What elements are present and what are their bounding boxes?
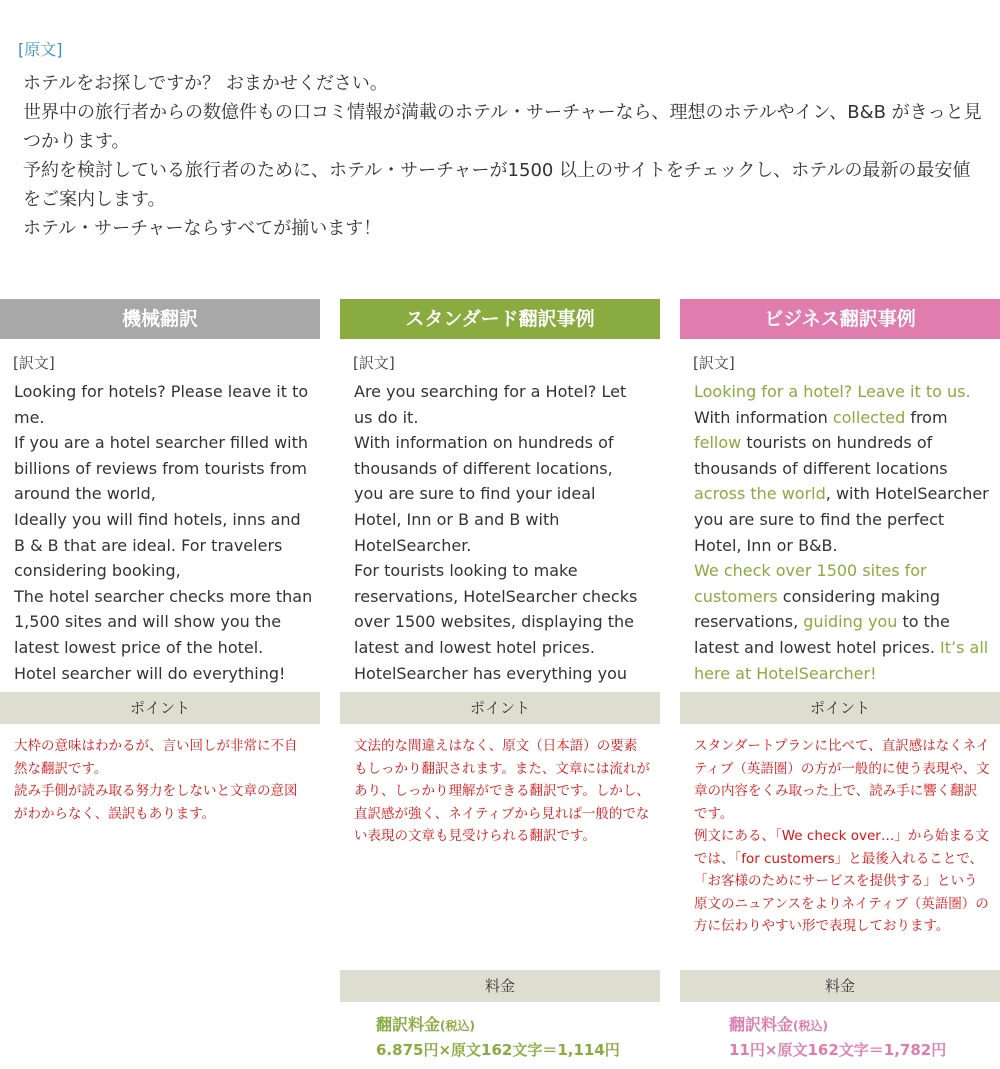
original-label: [原文] [18, 40, 63, 59]
translation-line: Ideally you will find hotels, inns and B & B that are ideal. For travelers considering booking, [14, 509, 301, 581]
machine-translation-column [0, 299, 320, 1069]
machine-point-text [14, 735, 310, 825]
point-header: ポイント [340, 692, 660, 724]
translation-label: [訳文] [353, 354, 395, 372]
translation-label: [訳文] [13, 354, 55, 372]
standard-translation-column [340, 299, 660, 1069]
business-translation-header: ビジネス翻訳事例 [680, 299, 1000, 339]
translation-phrase: to the latest and lowest hotel prices. [694, 612, 950, 657]
point-header: ポイント [0, 692, 320, 724]
highlighted-phrase: Looking for a hotel? Leave it to us. [694, 382, 971, 401]
translation-line [694, 558, 994, 686]
original-line: 予約を検討している旅行者のために、ホテル・サーチャーが1500 以上のサイトをチェックし、ホテルの最新の最安値をご案内します。 [23, 160, 971, 210]
translation-label: [訳文] [693, 354, 735, 372]
original-line: ホテル・サーチャーならすべてが揃います！ [23, 218, 382, 239]
translation-phrase: With information [694, 407, 833, 427]
point-line: 例文にある、「We check over…」から始まる文では、「for customers」と最後入れることで、「お客様のためにサービスを提供する」という原文のニュアンスをよりネイティブ（英語圏）の方に伝わりやすい形で表現しております。 [694, 828, 989, 934]
translation-phrase: from [905, 407, 948, 427]
machine-translation-header: 機械翻訳 [0, 299, 320, 339]
standard-point-text [354, 735, 650, 848]
translation-line: Looking for hotels? Please leave it to me. [14, 382, 309, 427]
point-line: 大枠の意味はわかるが、言い回しが非常に不自然な翻訳です。 [14, 738, 298, 777]
original-line: ホテルをお探しですか？ おまかせください。 [23, 73, 388, 94]
original-text [23, 69, 983, 243]
standard-fee [376, 1013, 620, 1062]
translation-phrase: tourists on hundreds of thousands of different locations [694, 433, 948, 478]
business-translation-column [680, 299, 1000, 1069]
fee-header: 料金 [680, 970, 1000, 1002]
fee-title [376, 1013, 620, 1038]
business-translation-text [694, 379, 994, 686]
standard-translation-text [354, 379, 639, 712]
highlighted-phrase: We check over 1500 sites for customers [694, 561, 927, 606]
fee-title [729, 1013, 946, 1038]
fee-title-text: 翻訳料金 [729, 1015, 794, 1034]
highlighted-phrase: across the world [694, 484, 826, 504]
original-line: 世界中の旅行者からの数億件もの口コミ情報が満載のホテル・サーチャーなら、理想のホテルやイン、B&B がきっと見つかります。 [23, 102, 982, 152]
point-line: 文法的な間違えはなく、原文（日本語）の要素もしっかり翻訳されます。また、文章には流れがあり、しっかり理解ができる翻訳です。しかし、直訳感が強く、ネイティブから見れば一般的でない表現の文章も見受けられる翻訳です。 [354, 738, 650, 844]
translation-line: The hotel searcher checks more than 1,500 sites and will show you the latest lowest price of the hotel. [14, 586, 313, 657]
translation-line: If you are a hotel searcher filled with billions of reviews from tourists from around the world, [14, 433, 309, 504]
translation-line [694, 405, 994, 559]
fee-header: 料金 [340, 970, 660, 1002]
point-line: スタンダートプランに比べて、直訳感はなくネイティブ（英語圏）の方が一般的に使う表現や、文章の内容をくみ取った上で、読み手に響く翻訳です。 [694, 738, 990, 822]
fee-title-text: 翻訳料金 [376, 1015, 441, 1034]
translation-phrase: considering making reservations, [694, 586, 941, 632]
standard-translation-header: スタンダード翻訳事例 [340, 299, 660, 339]
highlighted-phrase: fellow [694, 433, 742, 453]
translation-line: For tourists looking to make reservations, HotelSearcher checks over 1500 websites, displaying the latest and lowest hotel prices. [354, 561, 638, 657]
translation-line: Hotel searcher will do everything! [14, 663, 286, 683]
fee-tax-note: (税込) [440, 1019, 475, 1033]
fee-calculation: 11円×原文162文字＝1,782円 [729, 1041, 947, 1059]
translation-line: Are you searching for a Hotel? Let us do it. [354, 382, 627, 427]
fee-calculation: 6.875円×原文162文字＝1,114円 [376, 1041, 620, 1059]
point-line: 読み手側が読み取る努力をしないと文章の意図がわからなく、誤訳もあります。 [14, 783, 298, 822]
point-header: ポイント [680, 692, 1000, 724]
highlighted-phrase: collected [832, 407, 906, 427]
translation-line: With information on hundreds of thousands of different locations, [354, 433, 614, 478]
translation-line: you are sure to find your ideal Hotel, Inn or B and B with HotelSearcher. [354, 484, 596, 555]
business-point-text [694, 735, 990, 938]
fee-tax-note: (税込) [793, 1019, 828, 1033]
machine-translation-text [14, 379, 314, 686]
business-fee [729, 1013, 946, 1062]
translation-line: HotelSearcher has everything you [354, 663, 628, 683]
translation-line [694, 379, 994, 405]
highlighted-phrase: It’s all here at HotelSearcher! [694, 637, 989, 683]
translation-phrase: , with HotelSearcher you are sure to find the perfect Hotel, Inn or B&B. [694, 484, 989, 555]
highlighted-phrase: guiding you [803, 612, 898, 632]
